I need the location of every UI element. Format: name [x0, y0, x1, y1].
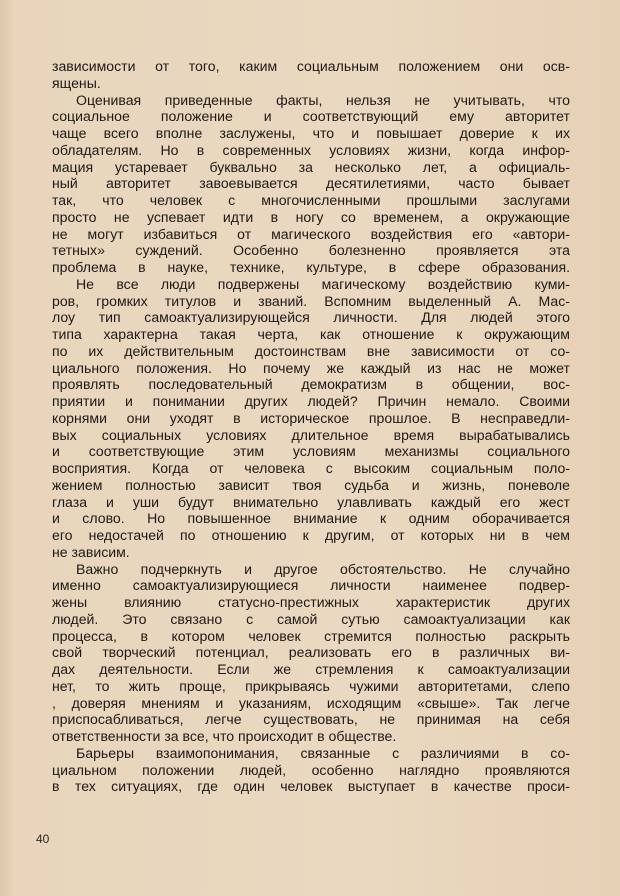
text-line: мация устаревает буквально за несколько лет, а официаль- [52, 158, 570, 175]
text-line: лоу тип самоактуализирующейся личности. Для людей этого [52, 309, 570, 326]
body-text [52, 58, 570, 795]
text-line: и соответствующие этим условиям механизмы социального [52, 443, 570, 460]
text-line: , доверяя мнениям и указаниям, исходящим «свыше». Так легче [52, 694, 570, 711]
text-line: Барьеры взаимопонимания, связанные с различиями в со- [76, 744, 570, 761]
text-line: чаще всего вполне заслужены, что и повышает доверие к их [52, 125, 570, 141]
text-line: и слово. Но повышенное внимание к одним оборачивается [52, 510, 570, 527]
text-line: циального положения. Но почему же каждый из нас не может [52, 359, 570, 376]
text-line: дах деятельности. Если же стремления к самоактуализации [52, 661, 570, 677]
text-line: нет, то жить проще, прикрываясь чужими авторитетами, слепо [52, 677, 570, 694]
text-line: вых социальных условиях длительное время вырабатывались [52, 426, 570, 443]
text-line: корнями они уходят в историческое прошлое. В несправедли- [52, 409, 570, 426]
text-line: людей. Это связано с самой сутью самоактуализации как [52, 610, 570, 627]
text-line: жены влиянию статусно-престижных характеристик других [52, 594, 570, 610]
text-line: приспосабливаться, легче существовать, не принимая на себя [52, 711, 570, 728]
text-line: Не все люди подвержены магическому воздействию куми- [76, 275, 570, 292]
text-line: ров, громких титулов и званий. Вспомним выделенный А. Мас- [52, 292, 570, 309]
text-line: процесса, в котором человек стремится полностью раскрыть [52, 627, 570, 644]
text-line: так, что человек с многочисленными прошлыми заслугами [52, 192, 570, 208]
text-line: проявлять последовательный демократизм в общении, вос- [52, 376, 570, 393]
text-line: зависимости от того, каким социальным положением они осв- [52, 58, 570, 74]
text-line: восприятия. Когда от человека с высоким социальным поло- [52, 460, 570, 476]
text-line: свой творческий потенциал, реализовать его в различных ви- [52, 644, 570, 661]
page-number: 40 [36, 832, 50, 846]
text-line: Важно подчеркнуть и другое обстоятельство. Не случайно [76, 560, 570, 577]
text-line: глаза и уши будут внимательно улавливать каждый его жест [52, 493, 570, 510]
text-line: ящены. [52, 74, 101, 91]
text-line: обладателям. Но в современных условиях жизни, когда инфор- [52, 141, 570, 158]
text-line: ный авторитет завоевывается десятилетиями, часто бывает [52, 175, 570, 192]
text-line: именно самоактуализирующиеся личности наименее подвер- [52, 577, 570, 594]
text-line: типа характерна такая черта, как отношение к окружающим [52, 326, 570, 342]
text-line: не могут избавиться от магического воздействия его «автори- [52, 225, 570, 242]
text-line: циальном положении людей, особенно наглядно проявляются [52, 761, 570, 778]
text-line: ответственности за все, что происходит в обществе. [52, 728, 397, 744]
text-line: проблема в науке, технике, культуре, в сфере образования. [52, 259, 570, 275]
text-line: Оценивая приведенные факты, нельзя не учитывать, что [76, 91, 570, 108]
text-line: социальное положение и соответствующий ему авторитет [52, 108, 570, 125]
text-line: жением полностью зависит твоя судьба и жизнь, поневоле [52, 476, 570, 493]
text-line: приятии и понимании других людей? Причин немало. Своими [52, 393, 570, 409]
text-line: в тех ситуациях, где один человек выступает в качестве проси- [52, 778, 570, 795]
text-line: по их действительным достоинствам вне зависимости от со- [52, 342, 570, 359]
text-line: просто не успевает идти в ногу со временем, а окружающие [52, 208, 570, 225]
text-line: не зависим. [52, 543, 130, 560]
text-line: тетных» суждений. Особенно болезненно проявляется эта [52, 242, 570, 259]
text-line: его недостачей по отношению к другим, от которых ни в чем [52, 527, 570, 543]
